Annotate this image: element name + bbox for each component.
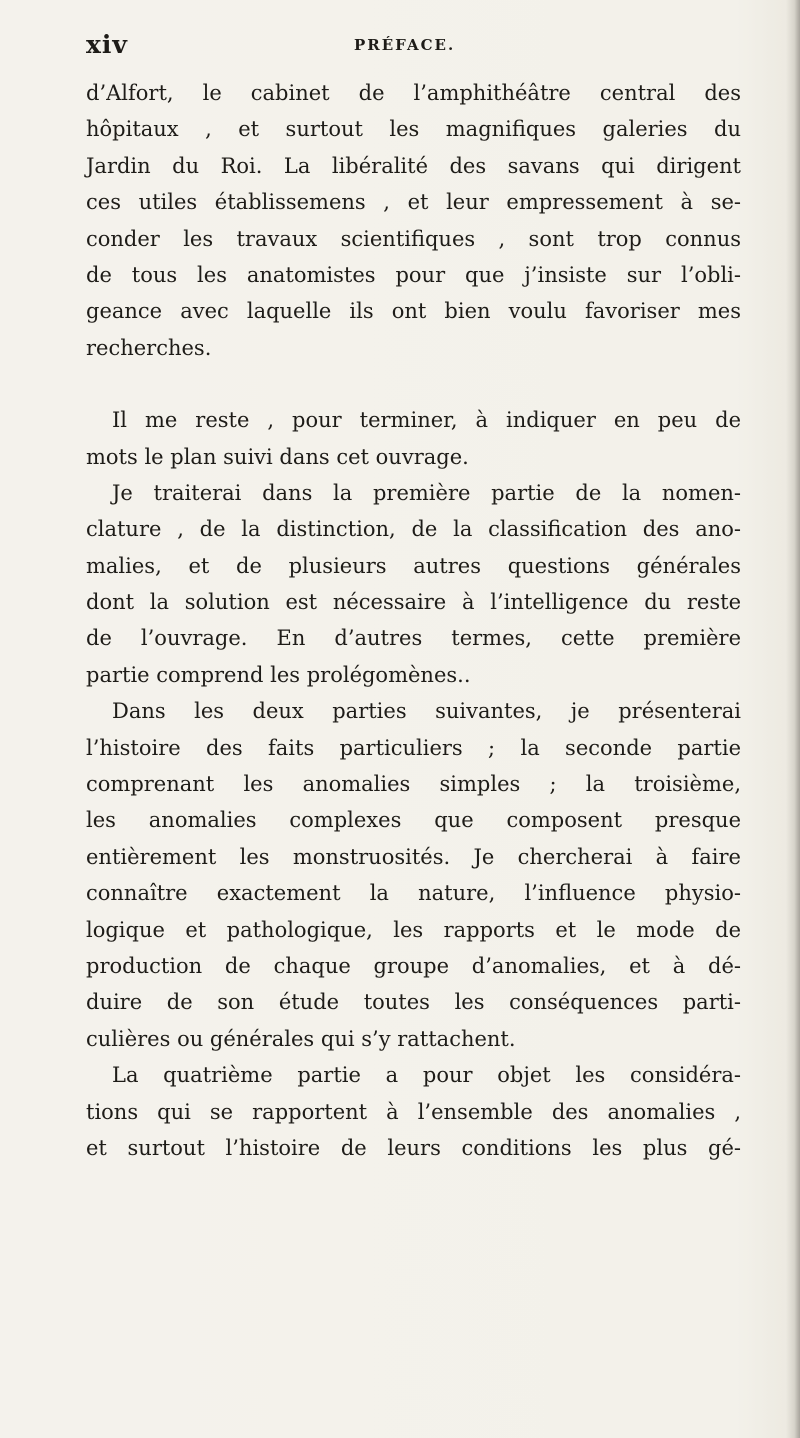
text-line: et surtout l’histoire de leurs conditions les plus gé- <box>86 1135 741 1160</box>
page-edge-shadow <box>786 0 800 1438</box>
running-head: PRÉFACE. <box>354 36 456 54</box>
text-line: Jardin du Roi. La libéralité des savans qui dirigent <box>86 153 741 178</box>
text-line: les anomalies complexes que composent presque <box>86 808 741 833</box>
text-line: d’Alfort, le cabinet de l’amphithéâtre central des <box>86 81 741 105</box>
text-line: Dans les deux parties suivantes, je présenterai <box>112 699 741 724</box>
page-number: xiv <box>86 30 128 59</box>
text-line: duire de son étude toutes les conséquences parti- <box>86 990 741 1015</box>
text-line: comprenant les anomalies simples ; la troisième, <box>86 772 741 797</box>
text-line: connaître exactement la nature, l’influence physio- <box>86 881 741 906</box>
text-line: hôpitaux , et surtout les magnifiques galeries du <box>86 117 741 142</box>
paragraph <box>86 1057 741 1166</box>
text-line: malies, et de plusieurs autres questions générales <box>86 553 741 578</box>
text-line: dont la solution est nécessaire à l’intelligence du reste <box>86 590 741 615</box>
text-line: culières ou générales qui s’y rattachent. <box>86 1026 516 1051</box>
text-line: de tous les anatomistes pour que j’insiste sur l’obli- <box>86 262 741 287</box>
text-line: clature , de la distinction, de la classification des ano- <box>86 517 741 542</box>
text-line: partie comprend les prolégomènes.. <box>86 662 471 687</box>
text-line: conder les travaux scientifiques , sont trop connus <box>86 226 741 251</box>
text-line: tions qui se rapportent à l’ensemble des anomalies , <box>86 1099 741 1124</box>
paragraph <box>86 402 741 475</box>
text-line: entièrement les monstruosités. Je chercherai à faire <box>86 844 741 869</box>
text-line: La quatrième partie a pour objet les considéra- <box>112 1063 741 1088</box>
text-line: ces utiles établissemens , et leur empressement à se- <box>86 190 741 215</box>
text-line: de l’ouvrage. En d’autres termes, cette première <box>86 626 741 651</box>
paragraph <box>86 475 741 693</box>
text-line: recherches. <box>86 335 212 360</box>
text-line: Il me reste , pour terminer, à indiquer en peu de <box>112 408 741 433</box>
text-line: logique et pathologique, les rapports et le mode de <box>86 917 741 942</box>
body-text <box>86 75 741 1166</box>
paragraph-gap <box>86 366 741 402</box>
paragraph <box>86 693 741 1057</box>
page-header <box>86 30 746 70</box>
text-line: Je traiterai dans la première partie de la nomen- <box>112 480 741 505</box>
text-line: geance avec laquelle ils ont bien voulu favoriser mes <box>86 299 741 324</box>
paragraph <box>86 75 741 366</box>
text-line: mots le plan suivi dans cet ouvrage. <box>86 444 469 469</box>
text-line: l’histoire des faits particuliers ; la seconde partie <box>86 735 741 760</box>
text-line: production de chaque groupe d’anomalies, et à dé- <box>86 953 741 978</box>
